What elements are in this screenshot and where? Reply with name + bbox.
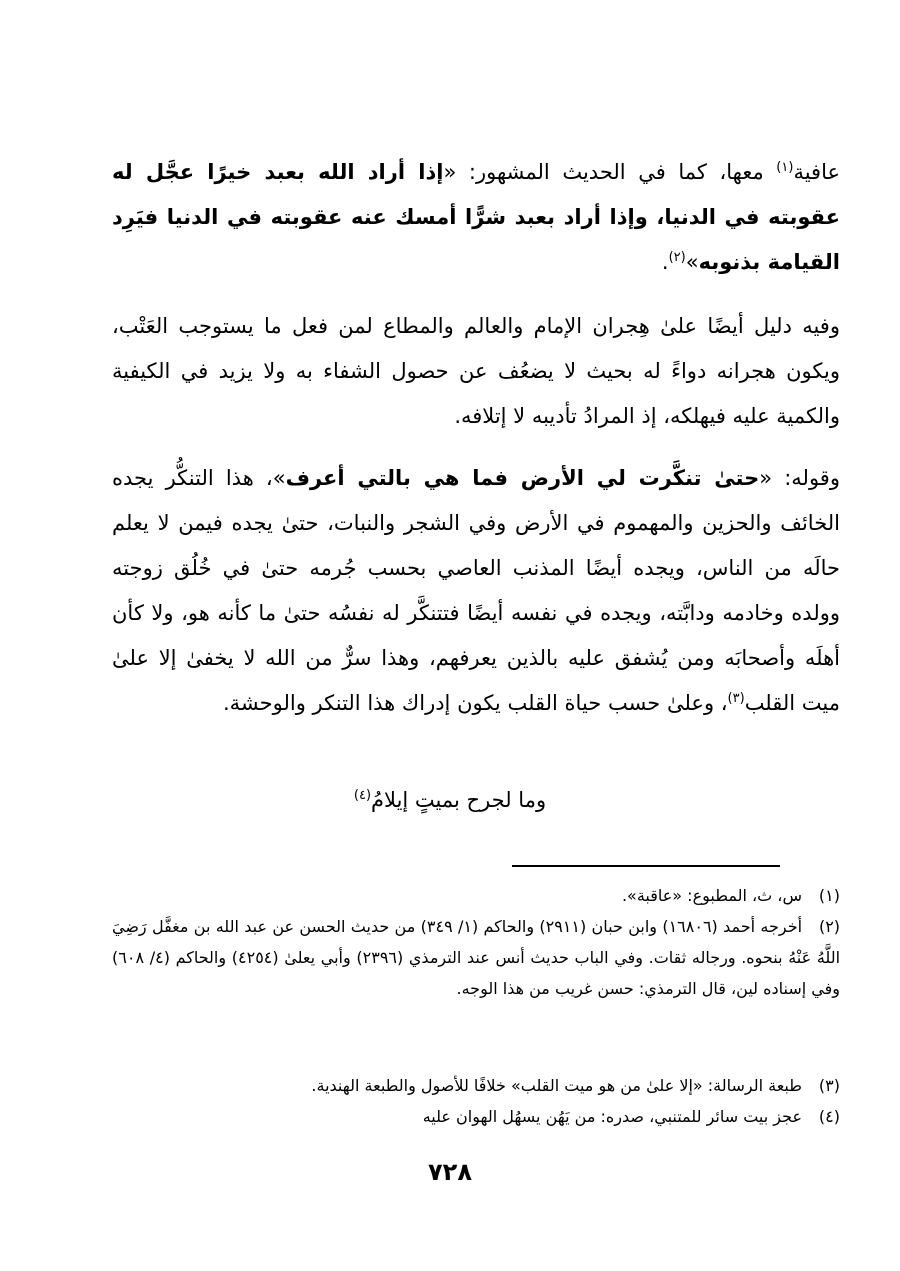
hadith-quote-bold: إذا أراد الله بعبد خيرًا عجَّل له عقوبته في الدنيا، وإذا أراد بعبد شرًّا أمسك عنه عقوبته في الدنيا فيَرِد القيامة بذنوبه: [112, 160, 840, 274]
text-span: معها، كما في الحديث المشهور: «: [443, 160, 777, 184]
footnote-4: [112, 1101, 840, 1132]
text-span: »: [685, 250, 699, 274]
footnote-ref-3[interactable]: (٣): [727, 691, 745, 706]
page-number: ٧٢٨: [428, 1158, 472, 1186]
footnote-ref-1[interactable]: (١): [776, 160, 794, 175]
footnote-number: (٣): [818, 1076, 840, 1095]
footnote-ref-2[interactable]: (٢): [668, 250, 686, 265]
footnote-text: طبعة الرسالة: «إلا علىٰ من هو ميت القلب» خلافًا للأصول والطبعة الهندية.: [311, 1076, 802, 1095]
quote-bold: حتىٰ تنكَّرت لي الأرض فما هي بالتي أعرف: [285, 466, 760, 490]
paragraph-hadith: [112, 150, 840, 285]
paragraph-hijran: وفيه دليل أيضًا علىٰ هِجران الإمام والعالم والمطاع لمن فعل ما يستوجب العَتْب، ويكون هجرانه دواءً له بحيث لا يضعُف عن حصول الشفاء به ولا يزيد في الكيفية والكمية عليه فيهلكه، إذ المرادُ تأديبه لا إتلافه.: [112, 314, 840, 428]
footnote-ref-4[interactable]: (٤): [353, 788, 372, 803]
text-span: وقوله: «: [759, 466, 840, 490]
paragraph-tanakkur: [112, 456, 840, 726]
footnote-number: (٢): [818, 917, 841, 936]
footnote-number: (٤): [818, 1107, 840, 1126]
text-span: ، وعلىٰ حسب حياة القلب يكون إدراك هذا التنكر والوحشة.: [223, 691, 728, 715]
verse-text: وما لجرح بميتٍ إيلامُ: [371, 788, 547, 812]
footnote-divider: [512, 865, 780, 867]
text-span: .: [661, 250, 669, 274]
poetry-verse: [0, 778, 900, 823]
footnote-number: (١): [818, 886, 840, 905]
footnote-text: عجز بيت سائر للمتنبي، صدره: من يَهُن يسهُل الهوان عليه: [422, 1107, 802, 1126]
footnote-text: س، ث، المطبوع: «عاقبة».: [621, 886, 802, 905]
text-span: عافية: [793, 160, 841, 184]
footnote-2: [112, 911, 840, 1004]
footnote-text: أخرجه أحمد (١٦٨٠٦) وابن حبان (٢٩١١) والحاكم (١/ ٣٤٩) من حديث الحسن عن عبد الله بن مغفَّل رَضِيَ اللَّهُ عَنْهُ بنحوه. ورجاله ثقات. وفي الباب حديث أنس عند الترمذي (٢٣٩٦) وأبي يعلىٰ (٤٢٥٤) والحاكم (٤/ ٦٠٨) وفي إسناده لين، قال الترمذي: حسن غريب من هذا الوجه.: [112, 917, 841, 998]
text-span: »، هذا التنكُّر يجده الخائف والحزين والمهموم في الأرض وفي الشجر والنبات، حتىٰ يجده فيمن لا يعلم حالَه من الناس، ويجده أيضًا المذنب العاصي بحسب جُرمه حتىٰ في خُلُق زوجته وولده وخادمه ودابَّته، ويجده في نفسه أيضًا فتتنكَّر له نفسُه حتىٰ ما كأنه هو، ولا كأن أهلَه وأصحابَه ومن يُشفق عليه بالذين يعرفهم، وهذا سرٌّ من الله لا يخفىٰ إلا علىٰ ميت القلب: [112, 466, 840, 715]
footnote-1: [112, 880, 840, 911]
footnote-3: [112, 1070, 840, 1101]
